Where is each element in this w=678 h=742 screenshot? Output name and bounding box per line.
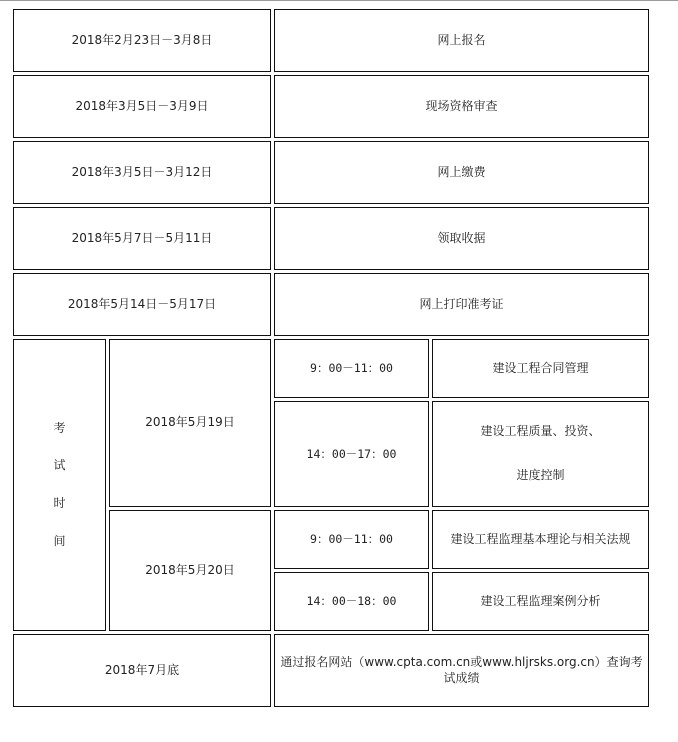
exam-time-label	[13, 339, 106, 631]
exam-time-label-char: 间	[53, 533, 66, 548]
session-subject-line: 建设工程质量、投资、	[480, 424, 601, 439]
exam-schedule-table	[10, 6, 652, 710]
table-row	[13, 273, 649, 336]
exam-time-label-char: 试	[53, 458, 66, 473]
table-row	[13, 207, 649, 270]
exam-time-label-char: 时	[53, 496, 66, 510]
date-cell: 2018年2月23日－3月8日	[13, 9, 271, 72]
table-row	[13, 75, 649, 138]
session-time: 14：00－17：00	[274, 401, 429, 507]
session-subject: 建设工程监理案例分析	[432, 572, 649, 631]
session-subject	[432, 401, 649, 507]
session-time: 9：00－11：00	[274, 510, 429, 569]
date-cell: 2018年3月5日－3月12日	[13, 141, 271, 204]
session-subject: 建设工程合同管理	[432, 339, 649, 398]
session-subject: 建设工程监理基本理论与相关法规	[432, 510, 649, 569]
session-subject-line: 进度控制	[516, 468, 565, 482]
table-row	[13, 9, 649, 72]
item-cell: 网上打印准考证	[274, 273, 649, 336]
exam-day-date: 2018年5月19日	[109, 339, 271, 507]
exam-day-date: 2018年5月20日	[109, 510, 271, 631]
table-row	[13, 339, 649, 398]
table-row	[13, 510, 649, 569]
top-rule	[0, 0, 678, 1]
date-cell: 2018年3月5日－3月9日	[13, 75, 271, 138]
date-cell: 2018年5月14日－5月17日	[13, 273, 271, 336]
table-row	[13, 634, 649, 707]
item-cell: 现场资格审查	[274, 75, 649, 138]
item-cell: 网上缴费	[274, 141, 649, 204]
item-cell: 领取收据	[274, 207, 649, 270]
session-time: 9：00－11：00	[274, 339, 429, 398]
exam-time-label-char: 考	[53, 420, 66, 435]
date-cell: 2018年7月底	[13, 634, 271, 707]
date-cell: 2018年5月7日－5月11日	[13, 207, 271, 270]
item-cell: 网上报名	[274, 9, 649, 72]
table-row	[13, 141, 649, 204]
session-time: 14：00－18：00	[274, 572, 429, 631]
item-cell: 通过报名网站（www.cpta.com.cn或www.hljrsks.org.cn）查询考试成绩	[274, 634, 649, 707]
